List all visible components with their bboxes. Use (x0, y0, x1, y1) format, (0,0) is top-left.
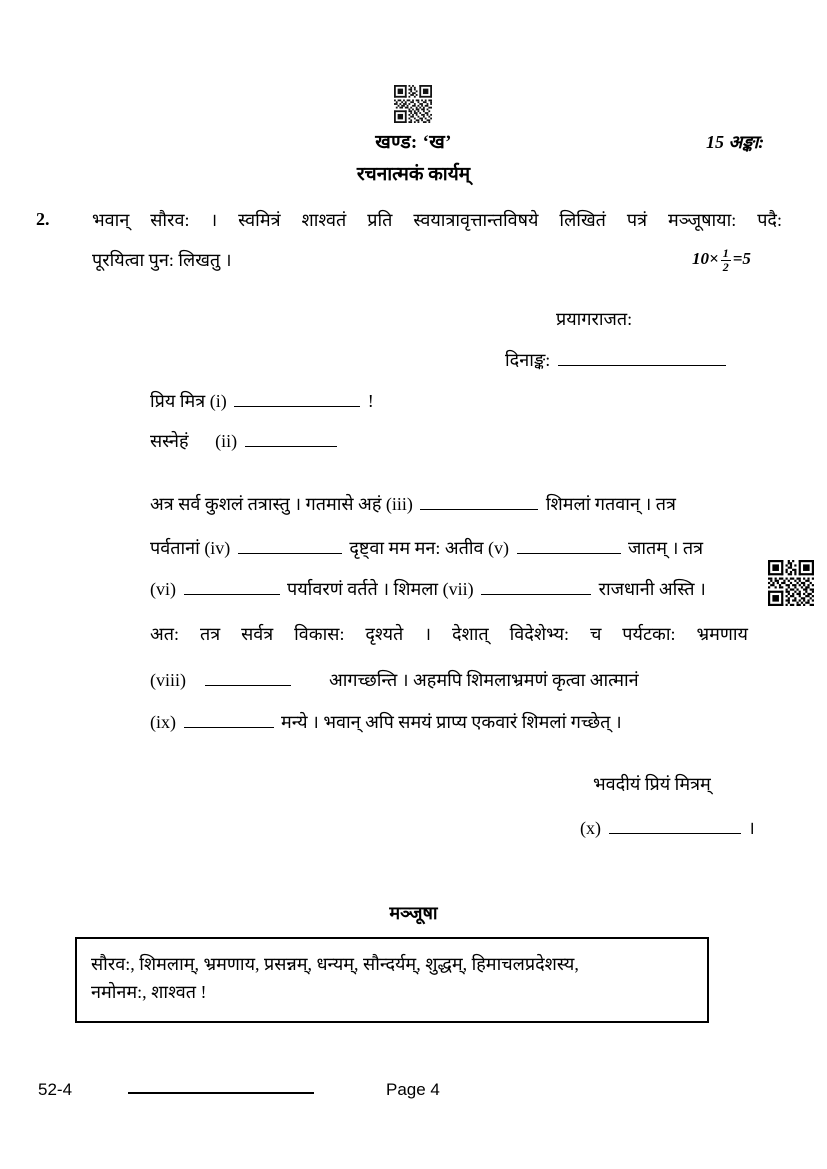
blank-vii[interactable] (481, 577, 591, 595)
blank-viii[interactable] (205, 668, 291, 686)
letter-place: प्रयागराजत: (556, 309, 633, 329)
body-text: पर्यावरणं वर्तते । शिमला (287, 579, 439, 600)
manjusha-line-2: नमोनम:, शाश्वत ! (91, 981, 207, 1002)
roman-ix: (ix) (150, 712, 176, 733)
letter-date-row (505, 348, 729, 372)
section-header (0, 128, 827, 186)
blank-ix[interactable] (184, 710, 274, 728)
section-label: खण्ड: ‘ख’ (375, 132, 452, 153)
roman-viii: (viii) (150, 670, 186, 691)
date-blank[interactable] (558, 348, 726, 366)
blank-iii[interactable] (420, 492, 538, 510)
fraction-denominator: 2 (722, 259, 729, 274)
salutation-end: ! (367, 391, 374, 412)
blank-i[interactable] (234, 389, 360, 407)
footer-divider (128, 1092, 314, 1094)
section-subtitle: रचनात्मकं कार्यम् (356, 164, 471, 185)
question-marks (692, 246, 751, 272)
question-text-line1: भवान् सौरव: । स्वमित्रं शाश्वतं प्रति स्वयात्रावृत्तान्तविषये लिखितं पत्रं मञ्जूषाया: पदै: (92, 210, 782, 230)
salutation-roman: (i) (209, 391, 227, 412)
manjusha-line-1: सौरव:, शिमलाम्, भ्रमणाय, प्रसन्नम्, धन्यम्, सौन्दर्यम्, शुद्धम्, हिमाचलप्रदेशस्य, (91, 954, 579, 974)
footer-page-number: Page 4 (386, 1080, 440, 1099)
manjusha-box (75, 937, 709, 1023)
question-text-line2: पूरयित्वा पुन: लिखतु । (92, 250, 232, 270)
date-label: दिनाङ्क: (505, 350, 551, 371)
roman-iv: (iv) (204, 538, 231, 559)
blank-vi[interactable] (184, 577, 280, 595)
body-text: शिमलां गतवान् । तत्र (545, 494, 676, 515)
blank-v[interactable] (517, 536, 621, 554)
letter-body-line-6 (150, 710, 750, 734)
roman-iii: (iii) (385, 494, 413, 515)
body-text: जातम् । तत्र (628, 538, 704, 559)
signature-end: । (748, 818, 755, 839)
qr-code-icon (394, 85, 432, 123)
salutation-label: प्रिय मित्र (150, 391, 206, 412)
blank-iv[interactable] (238, 536, 342, 554)
marks-suffix: =5 (732, 249, 751, 269)
letter-signature-row (580, 816, 755, 840)
footer-paper-code: 52-4 (38, 1080, 73, 1099)
roman-vii: (vii) (442, 579, 474, 600)
blank-ii[interactable] (245, 429, 337, 447)
fraction-numerator: 1 (722, 246, 729, 260)
letter-body-line-1 (150, 492, 750, 516)
marks-prefix: 10× (692, 249, 719, 269)
body-text: आगच्छन्ति । अहमपि शिमलाभ्रमणं कृत्वा आत्मानं (329, 670, 639, 691)
letter-body-line-5 (150, 668, 748, 692)
body-text: दृष्ट्वा मम मन: अतीव (349, 538, 484, 559)
body-text: मन्ये । भवान् अपि समयं प्राप्य एकवारं शिमलां गच्छेत् । (281, 712, 622, 733)
letter-body-line-2 (150, 536, 750, 560)
roman-vi: (vi) (150, 579, 176, 600)
question-number: 2. (36, 209, 50, 229)
blank-x[interactable] (609, 816, 741, 834)
body-text: अत्र सर्व कुशलं तत्रास्तु । गतमासे अहं (150, 494, 382, 515)
qr-code-icon (768, 560, 814, 606)
greeting-label: सस्नेहं (150, 431, 189, 452)
letter-salutation (150, 389, 374, 413)
body-text: पर्वतानां (150, 538, 200, 559)
body-text: राजधानी अस्ति । (598, 579, 706, 600)
letter-body-line-4: अत: तत्र सर्वत्र विकास: दृश्यते । देशात् विदेशेभ्य: च पर्यटका: भ्रमणाय (150, 624, 748, 644)
greeting-roman: (ii) (215, 431, 238, 452)
letter-greeting (150, 429, 340, 453)
section-marks: 15 अङ्का: (706, 132, 765, 152)
letter-closing: भवदीयं प्रियं मित्रम् (593, 774, 711, 794)
letter-body-line-3 (150, 577, 750, 601)
roman-v: (v) (488, 538, 510, 559)
roman-x: (x) (580, 818, 601, 839)
marks-fraction (721, 247, 731, 273)
manjusha-title: मञ्जूषा (389, 903, 438, 923)
